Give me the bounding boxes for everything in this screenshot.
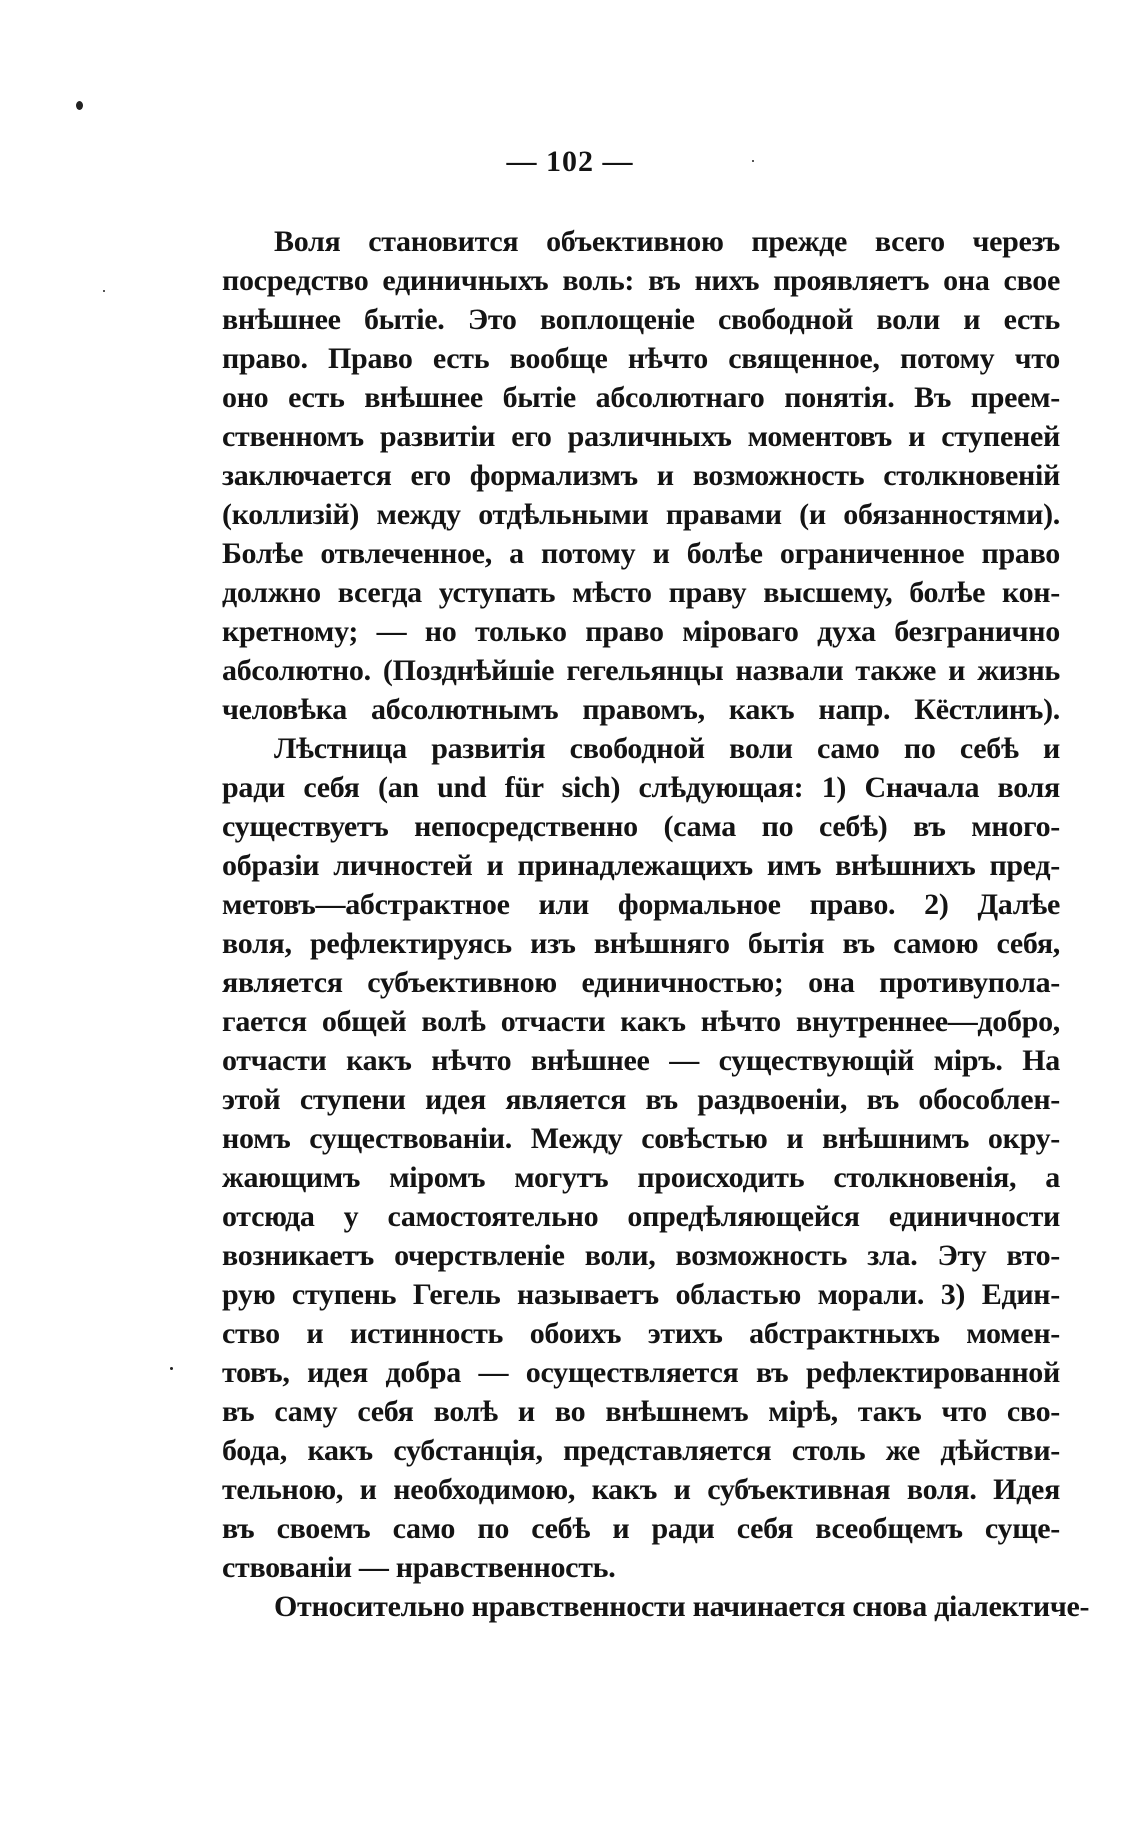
text-line: заключается его формализмъ и возможность столкновеній (222, 459, 1060, 492)
margin-speck (103, 290, 105, 292)
text-line: право. Право есть вообще нѣчто священное, потому что (222, 342, 1060, 375)
text-line: бода, какъ субстанція, представляется столь же дѣйстви- (222, 1434, 1060, 1467)
text-line: ради себя (an und für sich) слѣдующая: 1) Сначала воля (222, 771, 1060, 804)
margin-speck (170, 1367, 173, 1370)
text-line: отчасти какъ нѣчто внѣшнее — существующій міръ. На (222, 1044, 1060, 1077)
text-line: внѣшнее бытіе. Это воплощеніе свободной воли и есть (222, 303, 1060, 336)
text-line: кретному; — но только право міроваго духа безгранично (222, 615, 1060, 648)
text-line: номъ существованіи. Между совѣстью и внѣшнимъ окру- (222, 1122, 1060, 1155)
text-line: оно есть внѣшнее бытіе абсолютнаго понятія. Въ преем- (222, 381, 1060, 414)
margin-speck (76, 101, 83, 110)
text-line: гается общей волѣ отчасти какъ нѣчто внутреннее—добро, (222, 1005, 1060, 1038)
text-line: Воля становится объективною прежде всего черезъ (274, 225, 1060, 258)
page-number: — 102 — (506, 145, 634, 178)
text-line: Относительно нравственности начинается снова діалектиче- (274, 1590, 1090, 1623)
text-line: жающимъ міромъ могутъ происходить столкновенія, а (222, 1161, 1060, 1194)
text-line: рую ступень Гегель называетъ областью морали. 3) Един- (222, 1278, 1060, 1311)
text-line: метовъ—абстрактное или формальное право. 2) Далѣе (222, 888, 1060, 921)
text-line: воля, рефлектируясь изъ внѣшняго бытія въ самою себя, (222, 927, 1060, 960)
text-line: человѣка абсолютнымъ правомъ, какъ напр. Кёстлинъ). (222, 693, 1060, 726)
text-line: образіи личностей и принадлежащихъ имъ внѣшнихъ пред- (222, 849, 1060, 882)
text-line: должно всегда уступать мѣсто праву высшему, болѣе кон- (222, 576, 1060, 609)
text-line: посредство единичныхъ воль: въ нихъ проявляетъ она свое (222, 264, 1060, 297)
text-line: въ своемъ само по себѣ и ради себя всеобщемъ суще- (222, 1512, 1060, 1545)
text-line: товъ, идея добра — осуществляется въ рефлектированной (222, 1356, 1060, 1389)
text-line: возникаетъ очерствленіе воли, возможность зла. Эту вто- (222, 1239, 1060, 1272)
text-line: въ саму себя волѣ и во внѣшнемъ мірѣ, такъ что сво- (222, 1395, 1060, 1428)
text-line: ствованіи — нравственность. (222, 1551, 616, 1584)
text-line: Болѣе отвлеченное, а потому и болѣе ограниченное право (222, 537, 1060, 570)
text-line: Лѣстница развитія свободной воли само по себѣ и (274, 732, 1060, 765)
body-text (222, 222, 1090, 1626)
text-line: отсюда у самостоятельно опредѣляющейся единичности (222, 1200, 1060, 1233)
text-line: абсолютно. (Позднѣйшіе гегельянцы назвали также и жизнь (222, 654, 1060, 687)
margin-speck (752, 160, 754, 162)
text-line: существуетъ непосредственно (сама по себѣ) въ много- (222, 810, 1060, 843)
text-line: этой ступени идея является въ раздвоеніи, въ обособлен- (222, 1083, 1060, 1116)
text-line: является субъективною единичностью; она противупола- (222, 966, 1060, 999)
text-line: (коллизій) между отдѣльными правами (и обязанностями). (222, 498, 1060, 531)
text-line: ство и истинность обоихъ этихъ абстрактныхъ момен- (222, 1317, 1060, 1350)
text-line: ственномъ развитіи его различныхъ моментовъ и ступеней (222, 420, 1060, 453)
text-line: тельною, и необходимою, какъ и субъективная воля. Идея (222, 1473, 1060, 1506)
